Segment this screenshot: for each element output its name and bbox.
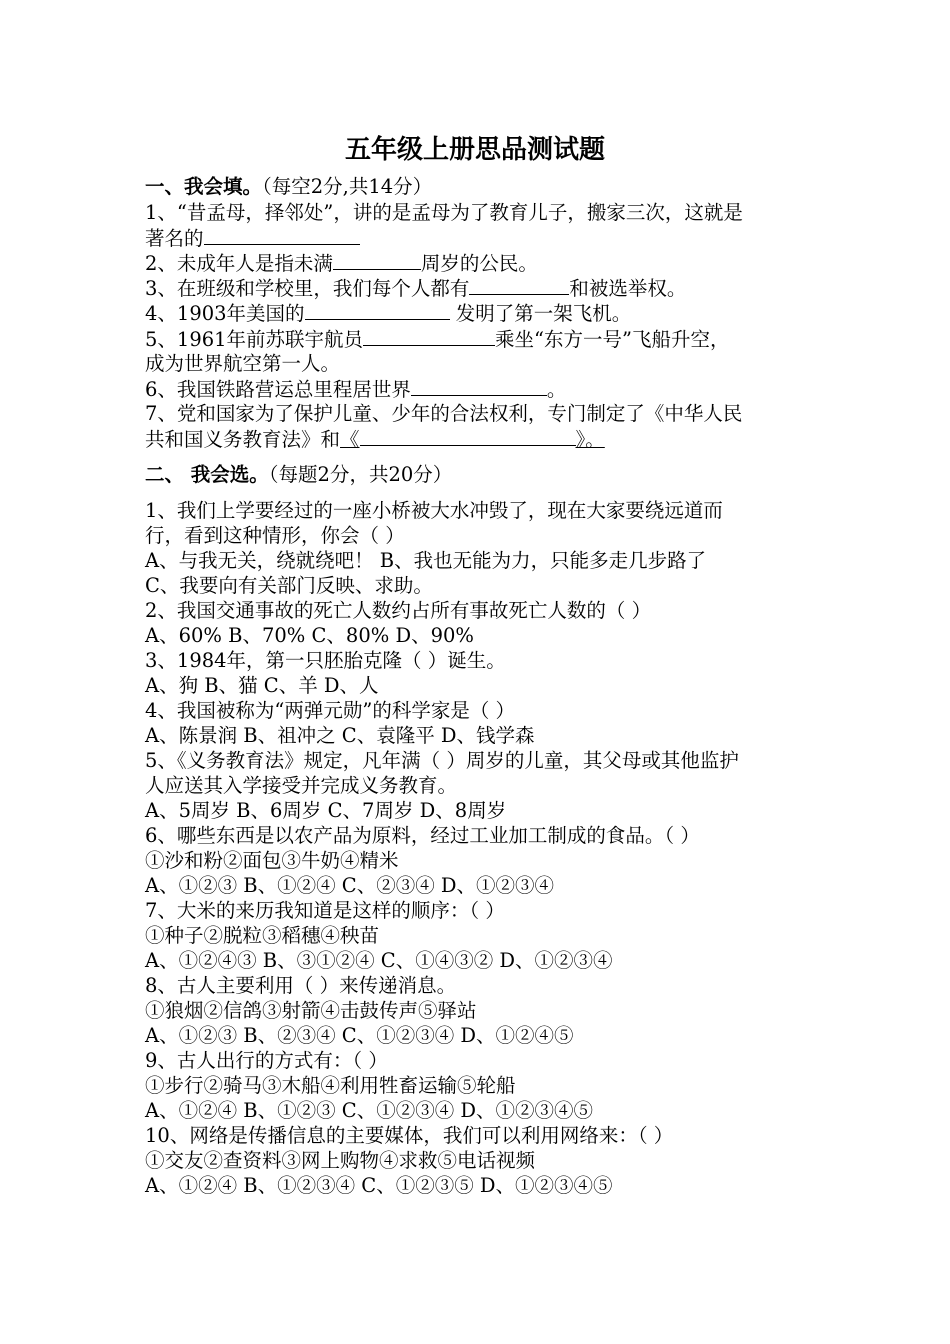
question-5-line-2: 成为世界航空第一人。 <box>145 352 341 375</box>
answer-blank-4[interactable] <box>305 300 450 320</box>
answer-blank-7[interactable] <box>340 428 605 451</box>
question-1-text: 著名的 <box>145 227 204 250</box>
question-6-text-a: 6、我国铁路营运总里程居世界 <box>145 378 411 401</box>
choice-line: 8、古人主要利用（ ）来传递消息。 <box>145 974 457 997</box>
question-3-text-b: 和被选举权。 <box>569 277 687 300</box>
choice-line: A、60% B、70% C、80% D、90% <box>145 624 474 647</box>
page-title: 五年级上册思品测试题 <box>344 135 605 165</box>
question-6-text-b: 。 <box>546 378 567 401</box>
question-2-text-a: 2、未成年人是指未满 <box>145 252 333 275</box>
question-7-open-bracket: 《 <box>340 428 360 451</box>
question-7-text-a: 共和国义务教育法》和 <box>145 428 341 451</box>
question-7-line-1: 7、党和国家为了保护儿童、少年的合法权利，专门制定了《中华人民 <box>145 402 743 425</box>
choice-line: C、我要向有关部门反映、求助。 <box>145 574 433 597</box>
choice-line: A、①②④ B、①②③④ C、①②③⑤ D、①②③④⑤ <box>145 1174 613 1197</box>
choice-line: A、①②③ B、②③④ C、①②③④ D、①②④⑤ <box>145 1024 574 1047</box>
answer-blank-2[interactable] <box>333 250 421 270</box>
choice-line: 5、《义务教育法》规定，凡年满（ ）周岁的儿童，其父母或其他监护 <box>145 749 739 772</box>
choice-line: ①沙和粉②面包③牛奶④精米 <box>145 849 399 872</box>
choice-line: 3、1984年，第一只胚胎克隆（ ）诞生。 <box>145 649 506 672</box>
section-1-note: （每空2分,共14分） <box>262 175 433 198</box>
answer-blank-3[interactable] <box>469 275 569 295</box>
choice-line: 人应送其入学接受并完成义务教育。 <box>145 774 458 797</box>
choice-line: A、①②③ B、①②④ C、②③④ D、①②③④ <box>145 874 555 897</box>
choice-line: ①狼烟②信鸽③射箭④击鼓传声⑤驿站 <box>145 999 477 1022</box>
question-2 <box>145 250 538 276</box>
answer-blank-5[interactable] <box>363 326 495 346</box>
question-2-text-b: 周岁的公民。 <box>420 252 538 275</box>
section-1-heading: 一、我会填。 <box>145 175 263 198</box>
choice-line: ①步行②骑马③木船④利用牲畜运输⑤轮船 <box>145 1074 516 1097</box>
question-6 <box>145 376 566 402</box>
question-3 <box>145 275 686 301</box>
section-2-heading: 二、 我会选。 <box>145 463 269 486</box>
section-2-header <box>145 462 452 487</box>
choice-line: A、狗 B、猫 C、羊 D、人 <box>145 674 379 697</box>
choice-line: A、①②④ B、①②③ C、①②③④ D、①②③④⑤ <box>145 1099 594 1122</box>
choice-line: 2、我国交通事故的死亡人数约占所有事故死亡人数的（ ） <box>145 599 652 622</box>
question-1-line-1: 1、“昔孟母，择邻处”，讲的是孟母为了教育儿子，搬家三次，这就是 <box>145 201 743 224</box>
question-7-close-bracket: 》。 <box>575 428 605 451</box>
question-1-line-2 <box>145 225 360 251</box>
choice-line: 9、古人出行的方式有：（ ） <box>145 1049 388 1072</box>
choice-line: A、5周岁 B、6周岁 C、7周岁 D、8周岁 <box>145 799 507 822</box>
choice-line: 4、我国被称为“两弹元勋”的科学家是（ ） <box>145 699 516 722</box>
choice-line: A、①②④③ B、③①②④ C、①④③② D、①②③④ <box>145 949 613 972</box>
choice-line: ①交友②查资料③网上购物④求救⑤电话视频 <box>145 1149 536 1172</box>
section-2-note: （每题2分，共20分） <box>268 463 453 486</box>
question-7-line-2 <box>145 426 605 452</box>
answer-blank-1[interactable] <box>204 225 360 245</box>
section-1-header <box>145 174 432 199</box>
choice-line: A、与我无关，绕就绕吧！ B、我也无能为力，只能多走几步路了 <box>145 549 707 572</box>
question-4 <box>145 300 631 326</box>
question-4-text-b: 发明了第一架飞机。 <box>449 302 632 325</box>
choice-line: 1、我们上学要经过的一座小桥被大水冲毁了，现在大家要绕远道而 <box>145 499 723 522</box>
answer-blank-6[interactable] <box>411 376 547 396</box>
choice-line: 10、网络是传播信息的主要媒体，我们可以利用网络来：（ ） <box>145 1124 674 1147</box>
choice-line: 7、大米的来历我知道是这样的顺序：（ ） <box>145 899 505 922</box>
question-5-text-b: 乘坐“东方一号”飞船升空， <box>495 328 730 351</box>
question-5-line-1 <box>145 326 730 352</box>
question-5-text-a: 5、1961年前苏联宇航员 <box>145 328 364 351</box>
question-3-text-a: 3、在班级和学校里，我们每个人都有 <box>145 277 470 300</box>
choice-line: A、陈景润 B、祖冲之 C、袁隆平 D、钱学森 <box>145 724 535 747</box>
choice-line: 行，看到这种情形，你会（ ） <box>145 524 405 547</box>
choice-line: 6、哪些东西是以农产品为原料，经过工业加工制成的食品。（ ） <box>145 824 700 847</box>
choice-line: ①种子②脱粒③稻穗④秧苗 <box>145 924 380 947</box>
question-4-text-a: 4、1903年美国的 <box>145 302 305 325</box>
answer-blank-7-line[interactable] <box>360 426 576 446</box>
